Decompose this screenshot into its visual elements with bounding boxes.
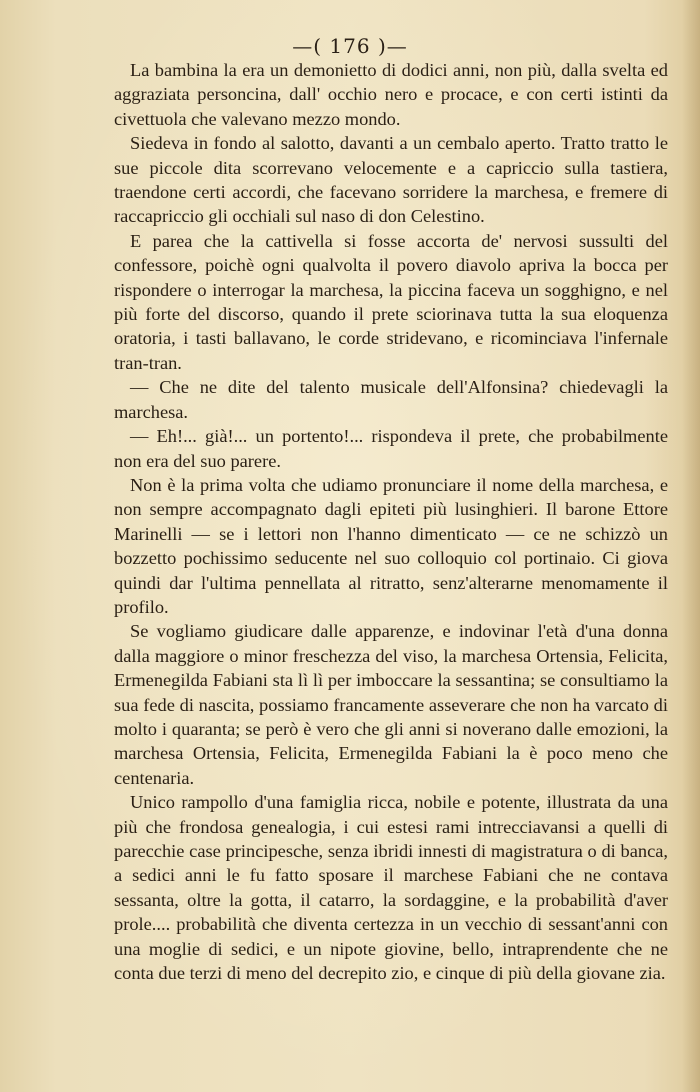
paragraph: Unico rampollo d'una famiglia ricca, nobile e potente, illustrata da una più che frondosa genealogia, i cui estesi rami intrecciavansi a quelli di parecchie case principesche, senza ibridi innesti di magistratura o di banca, a sedici anni le fu fatto sposare il marchese Fabiani che ne contava sessanta, oltre la gotta, il catarro, la sordaggine, e la probabilità d'aver prole.... probabilità che diventa certezza in un vecchio di sessant'anni con una moglie di sedici, e un nipote giovine, bello, intraprendente che ne conta due terzi di meno del decrepito zio, e cinque di più della giovane zia. [114, 792, 668, 984]
page-edge-shadow [682, 0, 700, 1092]
dialogue-line: — Che ne dite del talento musicale dell'Alfonsina? chiedevagli la marchesa. [114, 377, 668, 422]
paragraph: La bambina la era un demonietto di dodici anni, non più, dalla svelta ed aggraziata personcina, dall' occhio nero e procace, e con certi istinti da civettuola che valevano mezzo mondo. [114, 60, 668, 129]
body-text [114, 58, 668, 985]
paragraph: Se vogliamo giudicare dalle apparenze, e indovinar l'età d'una donna dalla maggiore o minor freschezza del viso, la marchesa Ortensia, Felicita, Ermenegilda Fabiani sta lì lì per imboccare la sessantina; se consultiamo la sua fede di nascita, possiamo francamente asseverare che non ha varcato di molto i quaranta; se però è vero che gli anni si noverano dalle emozioni, la marchesa Ortensia, Felicita, Ermenegilda Fabiani la è poco meno che centenaria. [114, 621, 668, 788]
dialogue-line: — Eh!... già!... un portento!... rispondeva il prete, che probabilmente non era del suo parere. [114, 426, 668, 471]
page-number: —( 176 )— [292, 34, 408, 58]
paragraph: E parea che la cattivella si fosse accorta de' nervosi sussulti del confessore, poichè ogni qualvolta il povero diavolo apriva la bocca per rispondere o interrogar la marchesa, la piccina faceva un sogghigno, e nel più forte del discorso, quando il prete sciorinava tutta la sua eloquenza oratoria, i tasti ballavano, le corde stridevano, e ricominciava l'infernale tran-tran. [114, 230, 668, 373]
paragraph: Siedeva in fondo al salotto, davanti a un cembalo aperto. Tratto tratto le sue piccole dita scorrevano velocemente e a capriccio sulla tastiera, traendone certi accordi, che facevano sorridere la marchesa, e fremere di raccapriccio gli occhiali sul naso di don Celestino. [114, 133, 668, 227]
paragraph: Non è la prima volta che udiamo pronunciare il nome della marchesa, e non sempre accompagnato dagli epiteti più lusinghieri. Il barone Ettore Marinelli — se i lettori non l'hanno dimenticato — ce ne schizzò un bozzetto pochissimo seducente nel suo colloquio col portinaio. Ci giova quindi dar l'ultima pennellata al ritratto, senz'alterarne menomamente il profilo. [114, 474, 668, 617]
